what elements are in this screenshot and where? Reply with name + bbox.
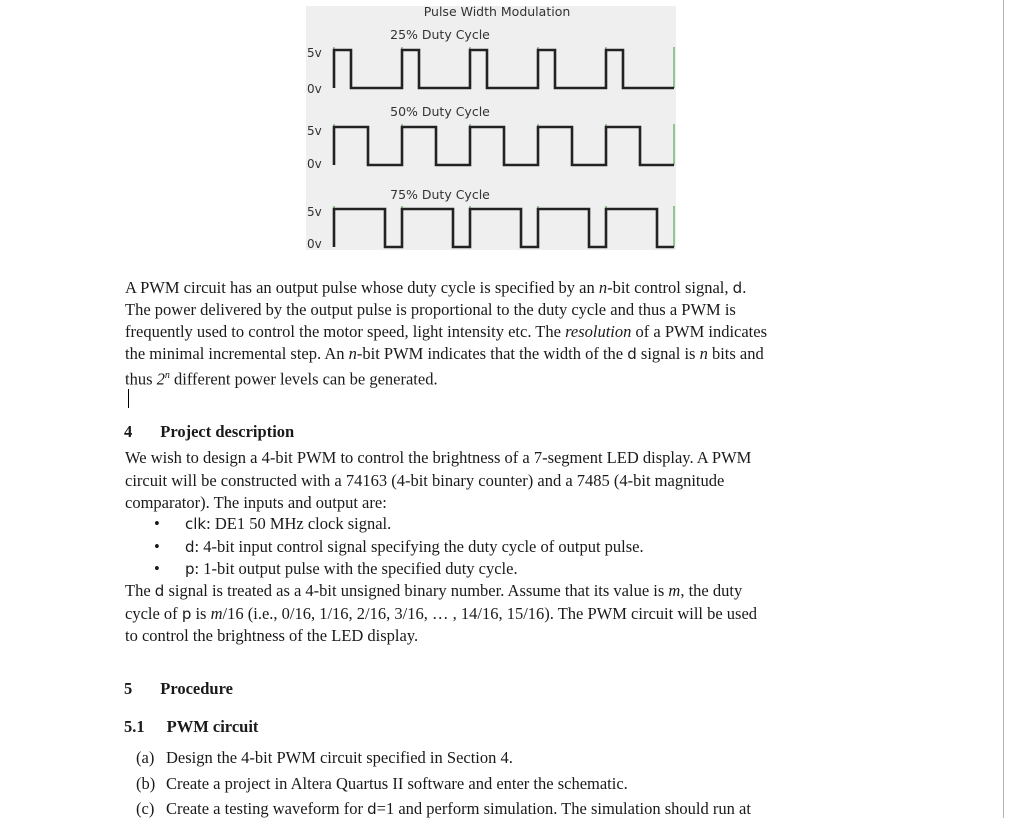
list-item: • d: 4-bit input control signal specifying the duty cycle of output pulse. xyxy=(150,536,644,559)
high-label: 5v xyxy=(307,205,322,219)
bullet-icon: • xyxy=(154,536,160,556)
high-label: 5v xyxy=(307,46,322,60)
section-4-line: comparator). The inputs and output are: xyxy=(125,493,387,512)
text-cursor xyxy=(128,389,129,408)
bullet-icon: • xyxy=(154,514,160,533)
intro-line: thus 2$^n$ different power levels can be generated. xyxy=(125,369,438,389)
intro-paragraph xyxy=(125,277,855,391)
list-item: (c) Create a testing waveform for d=1 and perform simulation. The simulation should run at xyxy=(136,799,751,818)
signal-name: d xyxy=(732,279,743,297)
duty-line: cycle of p is m/16 (i.e., 0/16, 1/16, 2/16, 3/16, … , 14/16, 15/16). The PWM circuit will be used xyxy=(125,603,758,623)
duty-line: to control the brightness of the LED display. xyxy=(125,626,419,645)
low-label: 0v xyxy=(307,82,322,96)
duty-line: The d signal is treated as a 4-bit unsigned binary number. Assume that its value is m, the duty xyxy=(125,581,743,600)
signal-name: d xyxy=(627,345,637,363)
list-item: (a) Design the 4-bit PWM circuit specified in Section 4. xyxy=(136,748,513,767)
section-4-line: circuit will be constructed with a 74163 (4-bit binary counter) and a 7485 (4-bit magnitude xyxy=(125,470,725,490)
pwm-figure xyxy=(300,0,678,252)
list-item: • p: 1-bit output pulse with the specified duty cycle. xyxy=(150,558,644,581)
page-edge-divider xyxy=(1003,0,1004,818)
panel-caption-75: 75% Duty Cycle xyxy=(390,187,490,202)
list-item: • clk: DE1 50 MHz clock signal. xyxy=(150,513,644,536)
figure-title: Pulse Width Modulation xyxy=(423,4,571,19)
intro-line: the minimal incremental step. An n-bit PWM indicates that the width of the d signal is n bits and xyxy=(125,344,764,363)
section-5-heading: 5 Procedure xyxy=(124,679,233,698)
intro-line: frequently used to control the motor speed, light intensity etc. The resolution of a PWM indicates xyxy=(125,322,768,341)
section-5-1-heading: 5.1 PWM circuit xyxy=(124,717,259,736)
intro-line: A PWM circuit has an output pulse whose duty cycle is specified by an n-bit control signal, d. xyxy=(125,278,747,297)
intro-line: The power delivered by the output pulse is proportional to the duty cycle and thus a PWM is xyxy=(125,300,736,319)
low-label: 0v xyxy=(307,157,322,171)
section-4-heading: 4 Project description xyxy=(124,422,295,441)
high-label: 5v xyxy=(307,124,322,138)
list-item: (b) Create a project in Altera Quartus II software and enter the schematic. xyxy=(136,774,628,793)
panel-caption-50: 50% Duty Cycle xyxy=(390,104,490,119)
io-list xyxy=(150,513,644,581)
low-label: 0v xyxy=(307,237,322,251)
section-4-paragraph xyxy=(125,447,855,515)
panel-caption-25: 25% Duty Cycle xyxy=(390,27,490,42)
section-4-line: We wish to design a 4-bit PWM to control the brightness of a 7-segment LED display. A PWM xyxy=(125,448,752,467)
duty-cycle-paragraph xyxy=(125,580,855,648)
procedure-steps xyxy=(136,746,751,821)
bullet-icon: • xyxy=(154,559,160,578)
